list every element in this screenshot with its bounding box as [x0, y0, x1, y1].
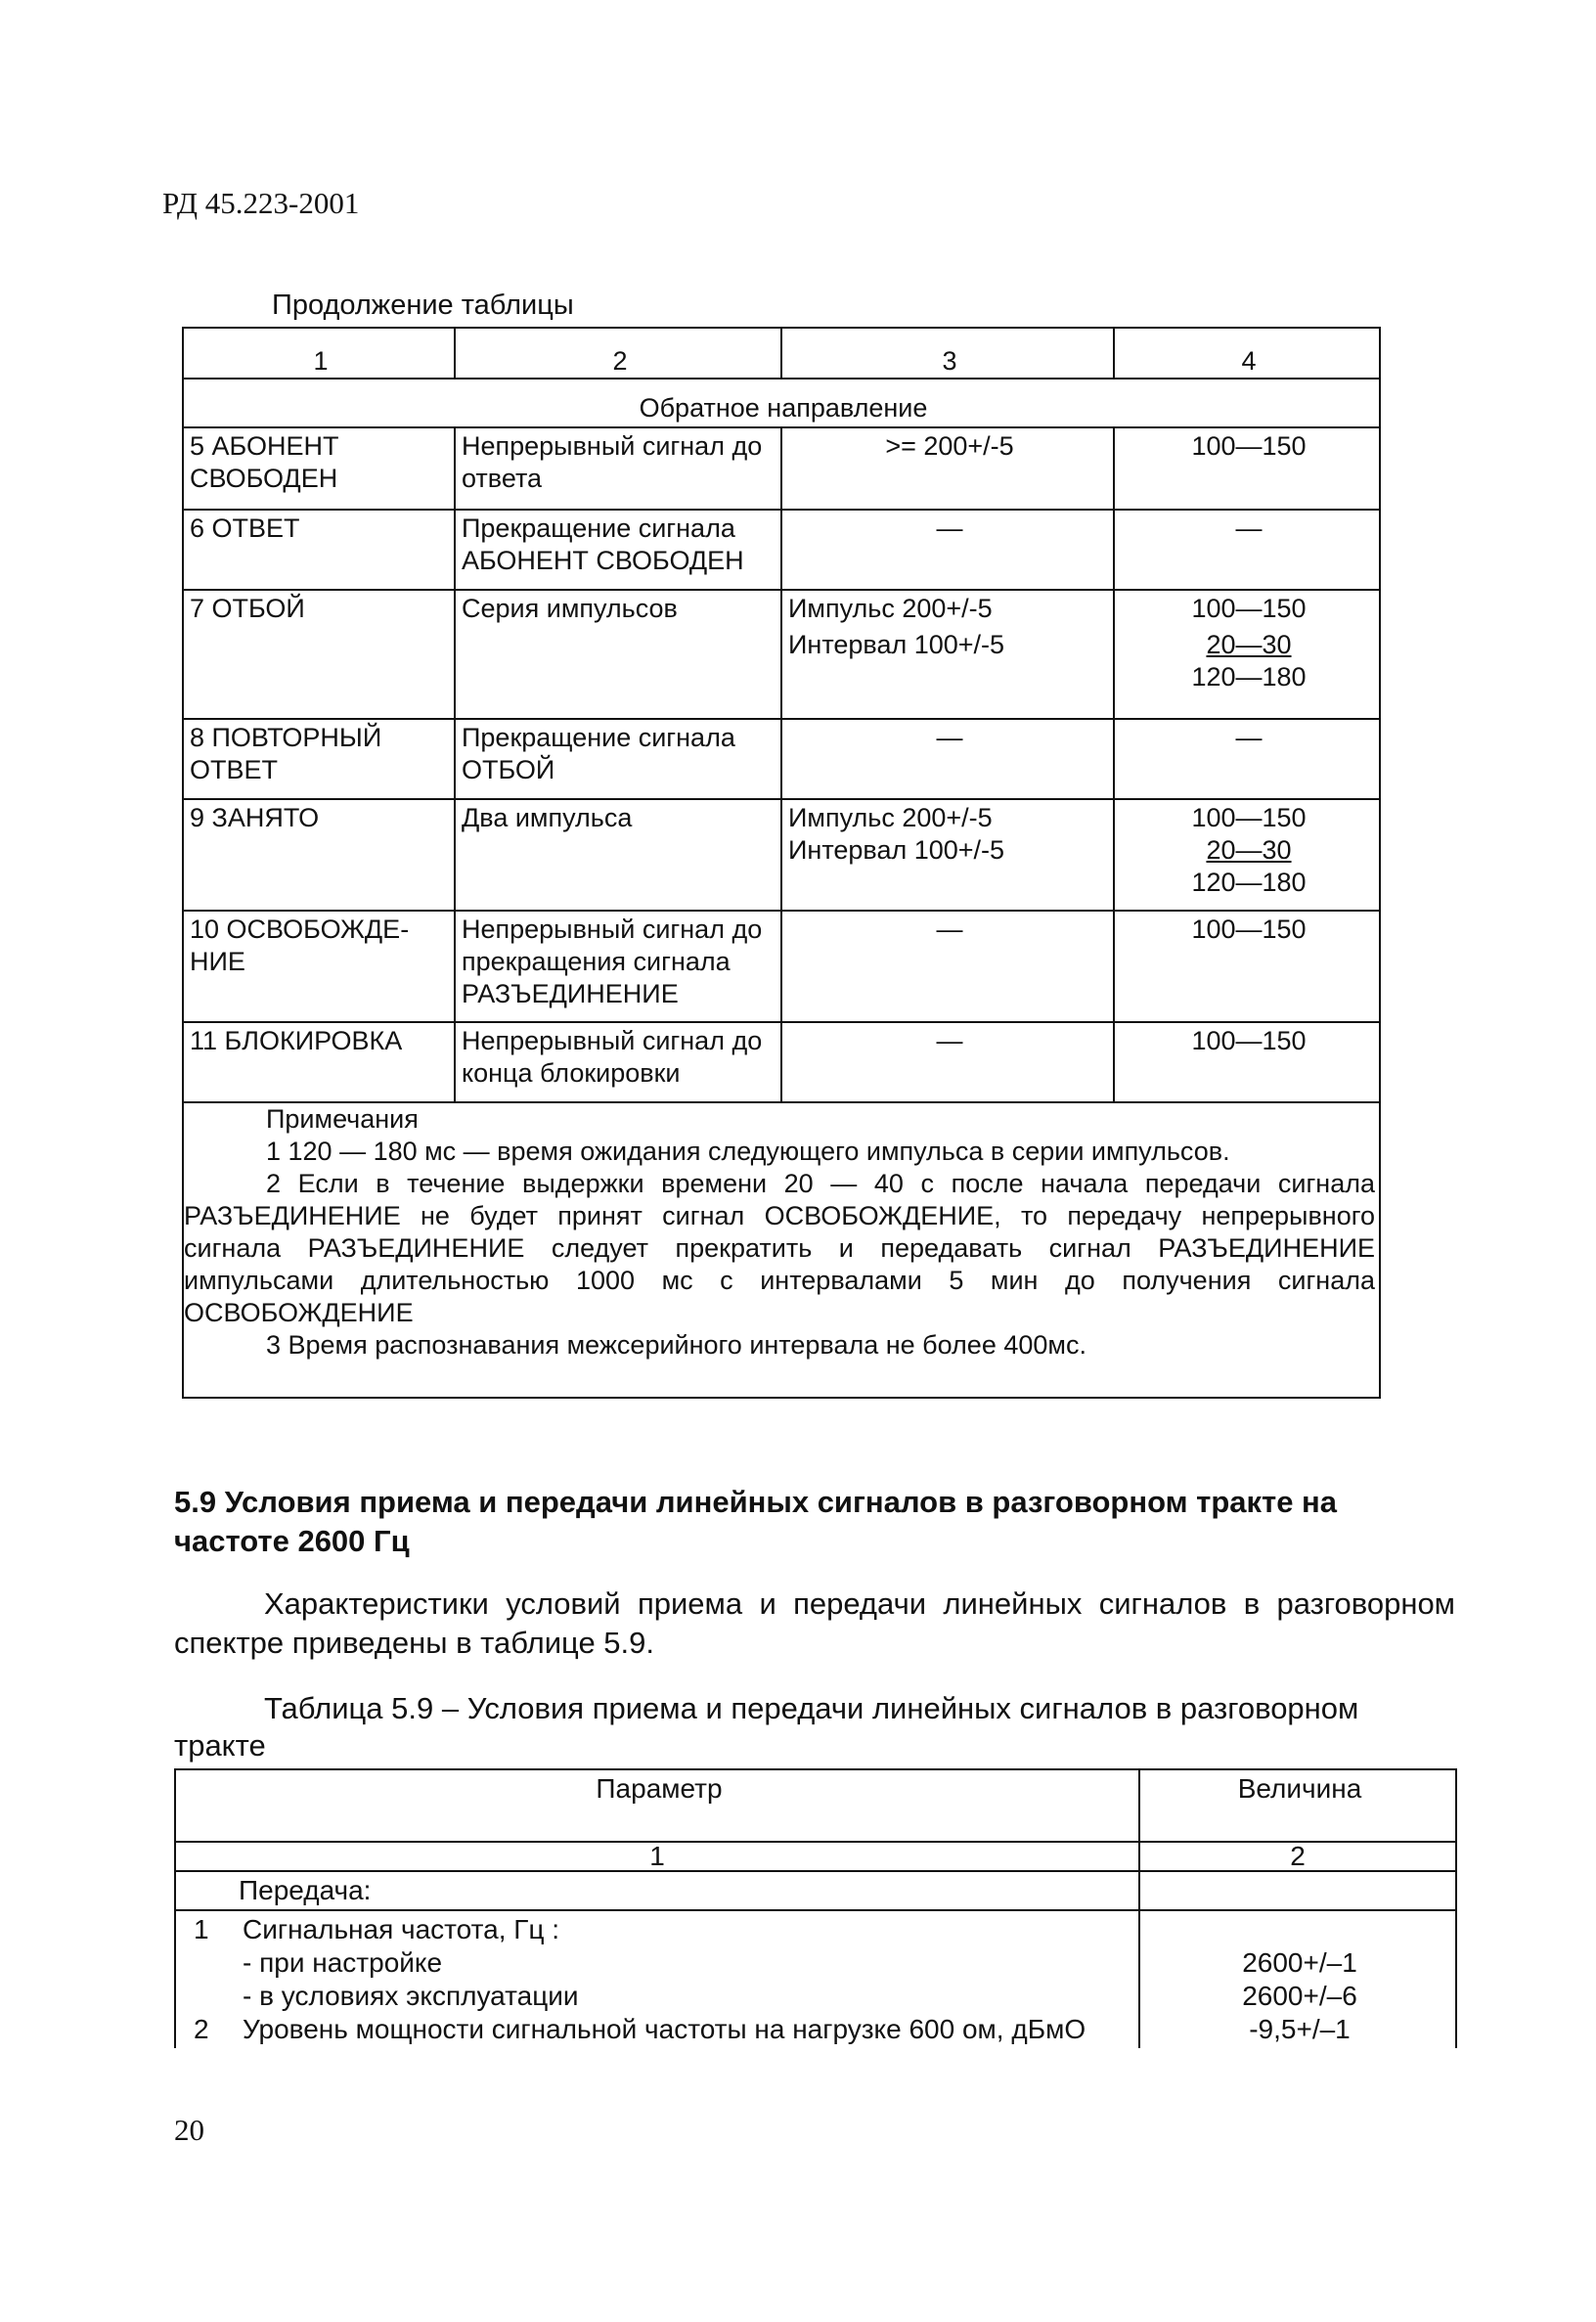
table-row — [175, 1910, 1456, 2048]
parameter-value: 2600+/–1 — [1242, 1947, 1357, 1978]
signal-name: 8 ПОВТОРНЫЙ ОТВЕТ — [183, 719, 455, 799]
signal-duration: 100—150 — [1114, 427, 1380, 510]
table-row — [183, 427, 1380, 510]
parameter-sublabel: - при настройке — [243, 1947, 443, 1978]
signal-timing: — — [781, 719, 1114, 799]
signal-description: Серия импульсов — [455, 590, 781, 719]
section-heading: 5.9 Условия приема и передачи линейных сигналов в разговорном тракте на частоте 2600 Гц — [174, 1485, 1338, 1558]
signal-description: Два импульса — [455, 799, 781, 911]
col-number: 4 — [1114, 328, 1380, 379]
notes-row — [183, 1102, 1380, 1398]
table-row — [175, 1871, 1456, 1910]
table-row — [183, 719, 1380, 799]
value-cell — [1139, 1910, 1456, 2048]
signal-name: 5 АБОНЕНТ СВОБОДЕН — [183, 427, 455, 510]
signal-timing: Импульс 200+/-5 Интервал 100+/-5 — [781, 590, 1114, 719]
caption-line: тракте — [174, 1728, 266, 1763]
signal-name: 11 БЛОКИРОВКА — [183, 1022, 455, 1102]
parameter-sublabel: - в условиях эксплуатации — [243, 1981, 579, 2011]
signal-duration: 100—150 20—30 120—180 — [1114, 799, 1380, 911]
signal-timing: Импульс 200+/-5 Интервал 100+/-5 — [781, 799, 1114, 911]
signal-duration: 100—150 20—30 120—180 — [1114, 590, 1380, 719]
signal-name: 6 ОТВЕТ — [183, 510, 455, 590]
note-2-line: сигнала РАЗЪЕДИНЕНИЕ следует прекратить и передавать сигнал РАЗЪЕДИНЕНИЕ — [184, 1233, 1375, 1263]
group-value — [1139, 1871, 1456, 1910]
signal-parameters-table — [174, 1768, 1457, 2048]
signal-name: 7 ОТБОЙ — [183, 590, 455, 719]
signal-timing: >= 200+/-5 — [781, 427, 1114, 510]
table-row — [183, 510, 1380, 590]
row-number: 1 — [194, 1914, 209, 1944]
col-number: 3 — [781, 328, 1114, 379]
note-1: 1 120 — 180 мс — время ожидания следующего импульса в серии импульсов. — [266, 1137, 1230, 1166]
parameter-cell — [175, 1910, 1139, 2048]
signal-description: Непрерывный сигнал до прекращения сигнала РАЗЪЕДИНЕНИЕ — [455, 911, 781, 1022]
note-3: 3 Время распознавания межсерийного интервала не более 400мс. — [266, 1330, 1086, 1360]
header-row — [175, 1769, 1456, 1842]
signal-duration: 100—150 — [1114, 1022, 1380, 1102]
signal-description: Непрерывный сигнал до конца блокировки — [455, 1022, 781, 1102]
direction-label: Обратное направление — [183, 379, 1380, 427]
col-number: 2 — [1139, 1842, 1456, 1871]
section-paragraph — [174, 1585, 1455, 1663]
signal-timing: — — [781, 911, 1114, 1022]
table-row — [183, 799, 1380, 911]
col-number: 2 — [455, 328, 781, 379]
signal-duration: — — [1114, 719, 1380, 799]
signal-description: Прекращение сигнала АБОНЕНТ СВОБОДЕН — [455, 510, 781, 590]
note-2-line: ОСВОБОЖДЕНИЕ — [184, 1298, 414, 1327]
header-parameter: Параметр — [175, 1769, 1139, 1842]
notes-cell — [183, 1102, 1380, 1398]
column-numbers-row — [175, 1842, 1456, 1871]
signal-timing: — — [781, 1022, 1114, 1102]
signal-name: 9 ЗАНЯТО — [183, 799, 455, 911]
table-row — [183, 590, 1380, 719]
notes-title: Примечания — [266, 1104, 419, 1134]
parameter-label: Уровень мощности сигнальной частоты на нагрузке 600 ом, дБмО — [243, 2014, 1086, 2044]
signal-duration: — — [1114, 510, 1380, 590]
signal-timing: — — [781, 510, 1114, 590]
parameter-value: -9,5+/–1 — [1249, 2014, 1351, 2044]
note-2-line: РАЗЪЕДИНЕНИЕ не будет принят сигнал ОСВОБОЖДЕНИЕ, то передачу непрерывного — [184, 1201, 1375, 1230]
document-code: РД 45.223-2001 — [162, 186, 360, 220]
signals-table-continued — [182, 327, 1381, 1399]
signal-description: Непрерывный сигнал до ответа — [455, 427, 781, 510]
table-row — [183, 911, 1380, 1022]
row-number: 2 — [194, 2014, 209, 2044]
note-2-line: 2 Если в течение выдержки времени 20 — 40 с после начала передачи сигнала — [266, 1169, 1375, 1198]
signal-name: 10 ОСВОБОЖДЕ- НИЕ — [183, 911, 455, 1022]
signal-description: Прекращение сигнала ОТБОЙ — [455, 719, 781, 799]
paragraph-text: Характеристики условий приема и передачи линейных сигналов в разговорном спектре приведены в таблице 5.9. — [174, 1586, 1455, 1660]
group-label: Передача: — [175, 1871, 1139, 1910]
header-value: Величина — [1139, 1769, 1456, 1842]
col-number: 1 — [175, 1842, 1139, 1871]
table-continuation-label: Продолжение таблицы — [272, 290, 574, 321]
table-row — [183, 1022, 1380, 1102]
caption-line: Таблица 5.9 – Условия приема и передачи линейных сигналов в разговорном — [264, 1691, 1359, 1725]
col-number: 1 — [183, 328, 455, 379]
parameter-label: Сигнальная частота, Гц : — [243, 1914, 560, 1944]
note-2-line: импульсами длительностью 1000 мс с интервалами 5 мин до получения сигнала — [184, 1266, 1375, 1295]
table-caption — [174, 1690, 1455, 1764]
parameter-value: 2600+/–6 — [1242, 1981, 1357, 2011]
page-number: 20 — [174, 2113, 204, 2147]
column-numbers-row — [183, 328, 1380, 379]
signal-duration: 100—150 — [1114, 911, 1380, 1022]
direction-row — [183, 379, 1380, 427]
